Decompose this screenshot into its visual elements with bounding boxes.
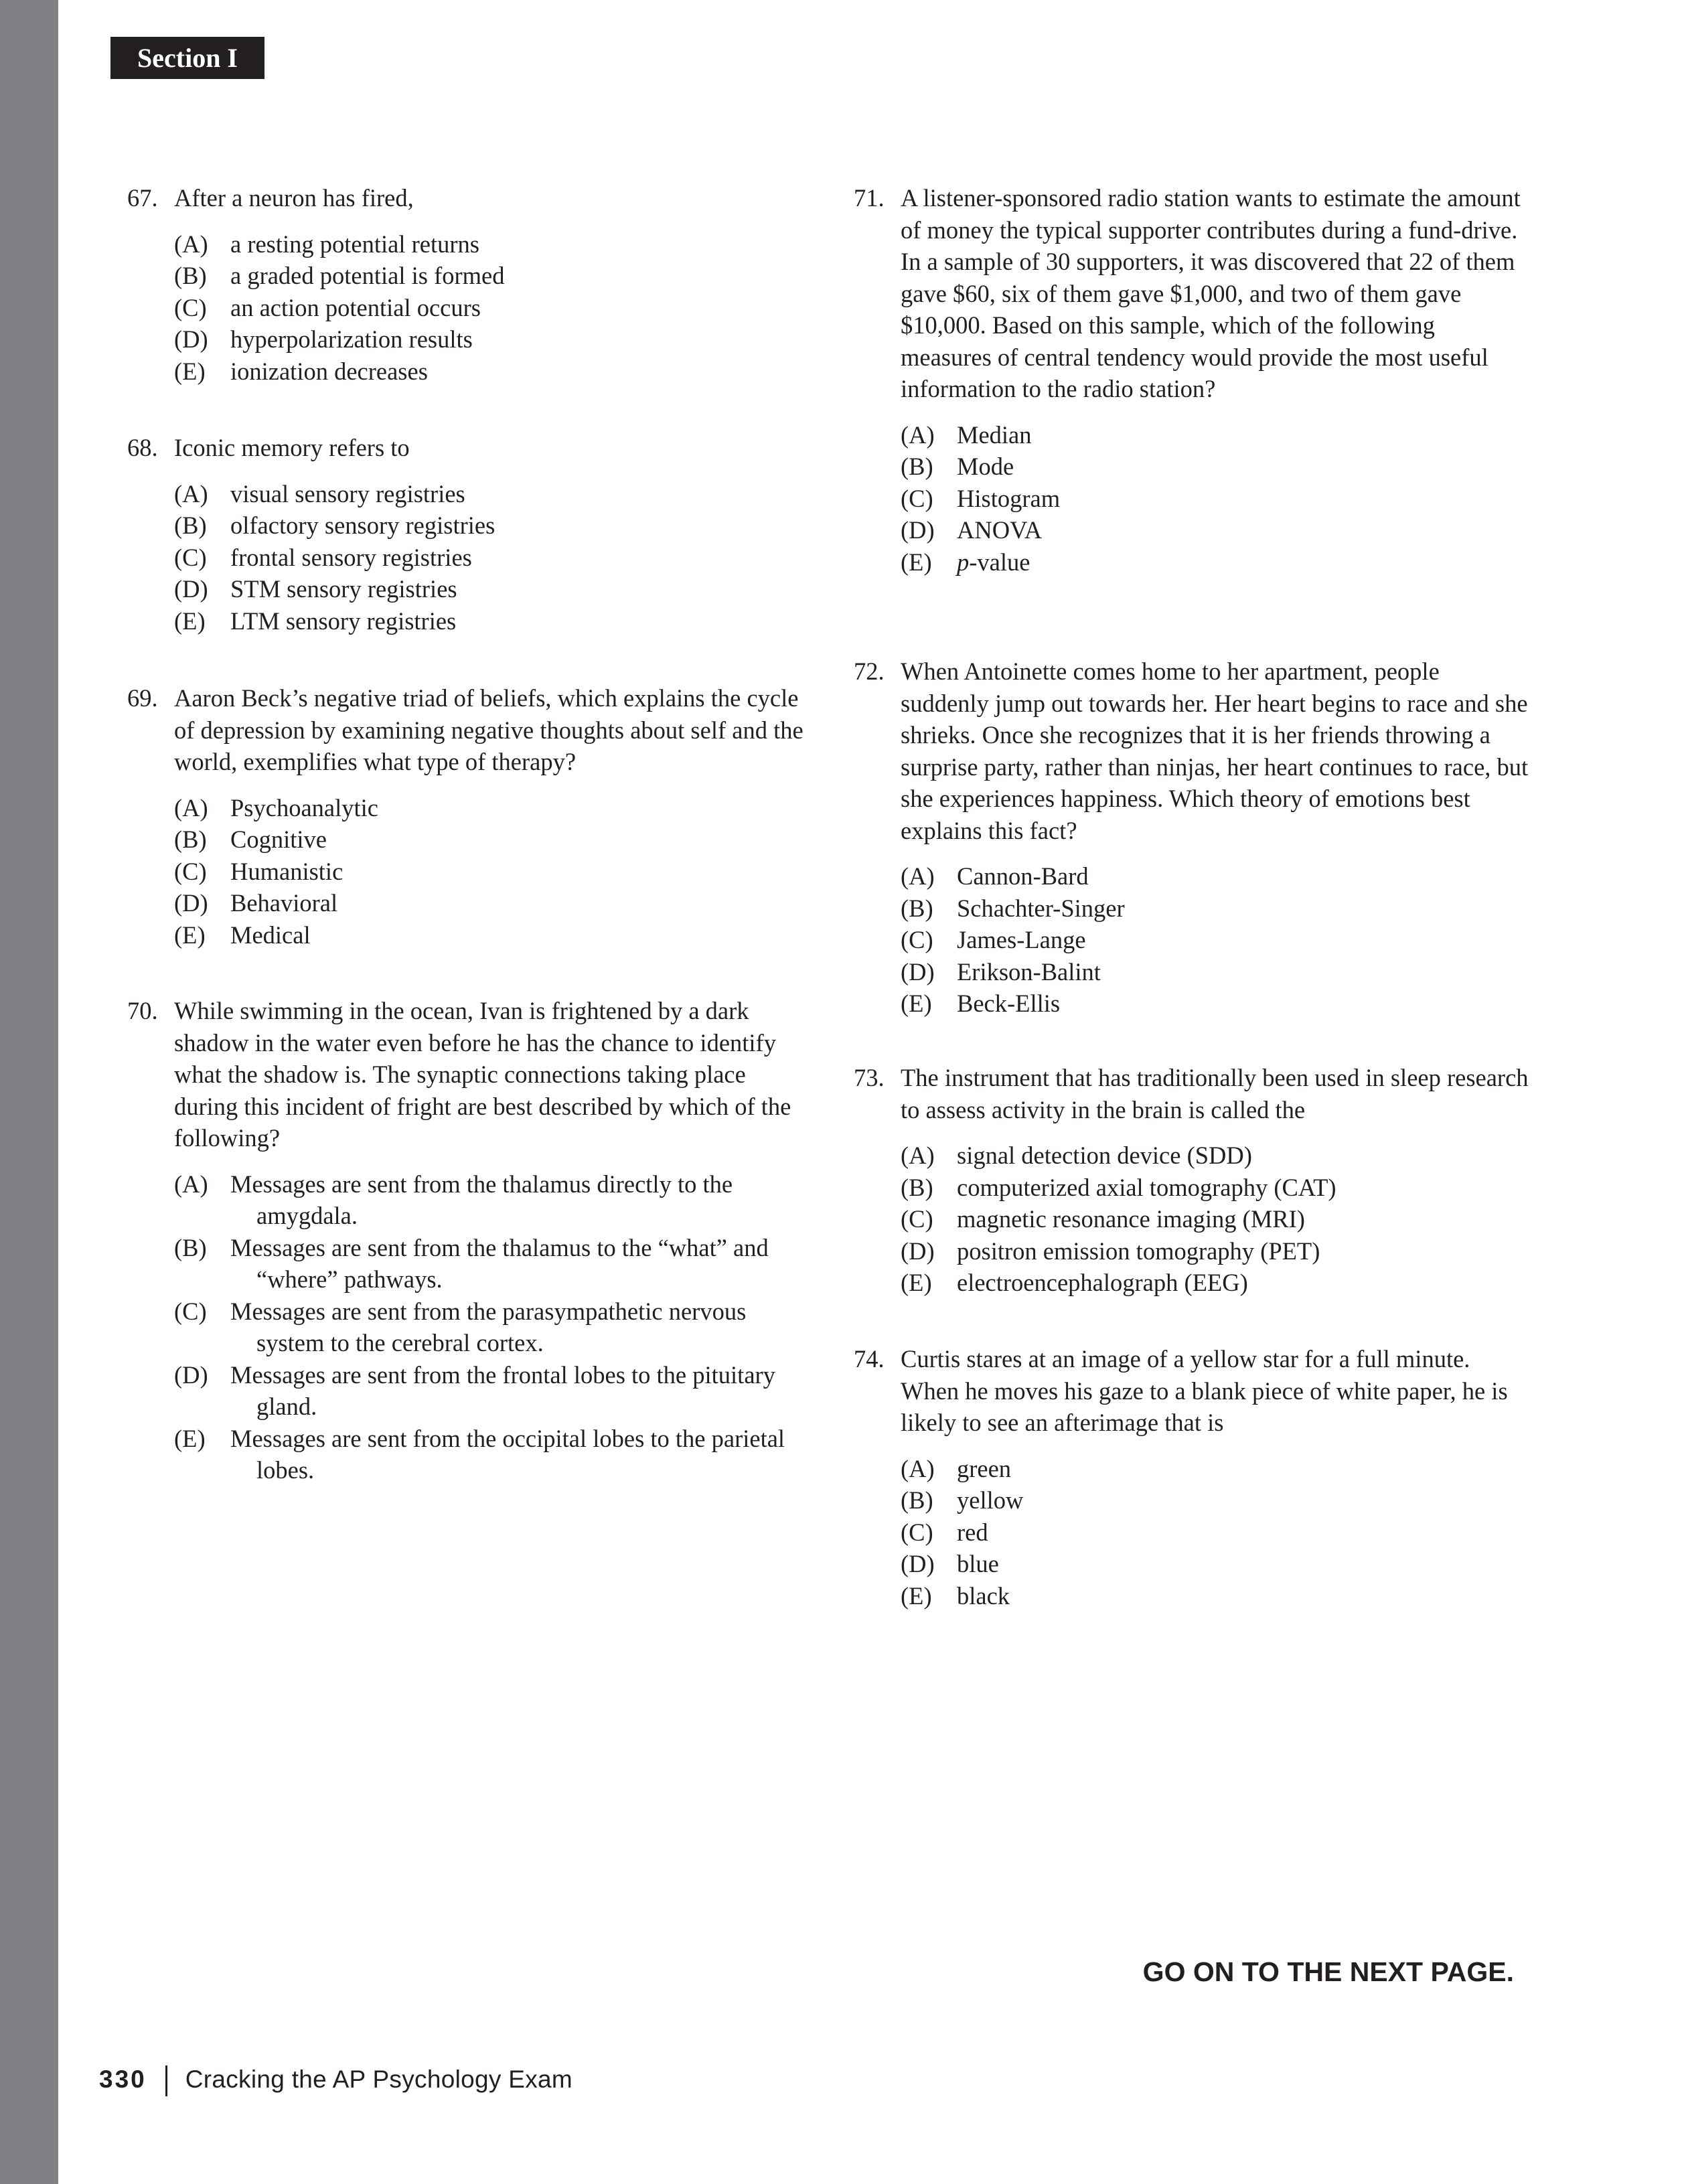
option-text: ANOVA bbox=[957, 516, 1043, 544]
answer-option bbox=[174, 573, 804, 605]
question-stem bbox=[854, 182, 1530, 405]
option-text: signal detection device (SDD) bbox=[957, 1142, 1252, 1169]
answer-option bbox=[174, 792, 804, 824]
option-letter: (C) bbox=[174, 1297, 207, 1325]
option-letter: (A) bbox=[901, 1142, 935, 1169]
option-letter: (A) bbox=[901, 420, 935, 449]
option-letter: (D) bbox=[174, 889, 208, 917]
option-text: Mode bbox=[957, 453, 1014, 480]
option-text: Messages are sent from the frontal lobes to the pituitary gland. bbox=[230, 1360, 775, 1420]
option-letter: (E) bbox=[901, 1269, 932, 1296]
option-text-italic: p bbox=[957, 548, 970, 576]
answer-option bbox=[901, 1140, 1530, 1172]
question-number: 74. bbox=[854, 1345, 885, 1373]
option-letter: (B) bbox=[174, 826, 207, 853]
answer-option bbox=[174, 919, 804, 951]
answer-option bbox=[174, 478, 804, 510]
option-text: computerized axial tomography (CAT) bbox=[957, 1173, 1336, 1201]
question-number: 68. bbox=[127, 434, 158, 461]
option-letter: (D) bbox=[901, 516, 935, 544]
option-text: yellow bbox=[957, 1486, 1024, 1514]
option-letter: (B) bbox=[901, 1173, 933, 1201]
option-letter: (C) bbox=[174, 857, 207, 885]
answer-option bbox=[174, 1423, 804, 1486]
answer-option bbox=[174, 856, 804, 888]
answer-options bbox=[854, 419, 1530, 578]
option-text: blue bbox=[957, 1550, 999, 1577]
option-text: frontal sensory registries bbox=[230, 543, 472, 571]
option-text: Cognitive bbox=[230, 826, 327, 853]
answer-option bbox=[901, 1580, 1530, 1612]
option-text: hyperpolarization results bbox=[230, 325, 473, 353]
option-letter: (C) bbox=[901, 926, 933, 953]
answer-option bbox=[174, 1296, 804, 1359]
question-74 bbox=[854, 1343, 1530, 1612]
answer-option bbox=[174, 292, 804, 324]
answer-option bbox=[901, 1548, 1530, 1580]
option-text: -value bbox=[969, 548, 1030, 576]
question-70 bbox=[127, 995, 804, 1486]
option-text: Behavioral bbox=[230, 889, 338, 917]
answer-option bbox=[901, 483, 1530, 515]
option-letter: (B) bbox=[174, 262, 207, 289]
question-text: Aaron Beck’s negative triad of beliefs, which explains the cycle of depression by examining negative thoughts about self and the world, exemplifies what type of therapy? bbox=[174, 684, 804, 775]
answer-options bbox=[127, 478, 804, 637]
page-number: 330 bbox=[99, 2065, 147, 2093]
option-text: James-Lange bbox=[957, 926, 1086, 953]
question-71 bbox=[854, 182, 1530, 578]
option-letter: (B) bbox=[901, 453, 933, 480]
answer-option bbox=[901, 1484, 1530, 1516]
option-letter: (E) bbox=[174, 1424, 206, 1452]
question-stem bbox=[127, 682, 804, 778]
question-text: A listener-sponsored radio station wants to estimate the amount of money the typical supporter contributes during a fund-drive. In a sample of 30 supporters, it was discovered that 22 of them gave $60, six of them gave $1,000, and two of them gave $10,000. Based on this sample, which of the following measures of central tendency would provide the most useful information to the radio station? bbox=[901, 184, 1521, 402]
question-number: 70. bbox=[127, 997, 158, 1024]
question-67 bbox=[127, 182, 804, 387]
question-stem bbox=[854, 655, 1530, 846]
answer-option bbox=[174, 260, 804, 292]
question-stem bbox=[127, 182, 804, 214]
answer-option bbox=[901, 1203, 1530, 1235]
answer-option bbox=[901, 1516, 1530, 1549]
book-title: Cracking the AP Psychology Exam bbox=[185, 2065, 573, 2093]
option-text: electroencephalograph (EEG) bbox=[957, 1269, 1248, 1296]
question-text: While swimming in the ocean, Ivan is frightened by a dark shadow in the water even before he has the chance to identify what the shadow is. The synaptic connections taking place during this incident of fright are best described by which of the following? bbox=[174, 997, 791, 1152]
option-letter: (A) bbox=[174, 1170, 208, 1198]
footer-divider bbox=[165, 2065, 167, 2096]
option-text: an action potential occurs bbox=[230, 293, 481, 321]
answer-option bbox=[901, 892, 1530, 925]
question-stem bbox=[854, 1343, 1530, 1439]
option-letter: (E) bbox=[901, 990, 932, 1017]
question-stem bbox=[854, 1062, 1530, 1125]
option-letter: (A) bbox=[174, 479, 208, 508]
option-letter: (C) bbox=[901, 1205, 933, 1233]
option-text: red bbox=[957, 1518, 988, 1546]
option-letter: (E) bbox=[901, 548, 932, 576]
option-text: Humanistic bbox=[230, 857, 343, 885]
answer-option bbox=[174, 542, 804, 574]
answer-options bbox=[854, 1453, 1530, 1612]
answer-options bbox=[127, 228, 804, 388]
option-letter: (A) bbox=[901, 1454, 935, 1482]
question-number: 71. bbox=[854, 184, 885, 212]
question-text: Curtis stares at an image of a yellow star for a full minute. When he moves his gaze to a blank piece of white paper, he is likely to see an afterimage that is bbox=[901, 1345, 1508, 1436]
question-72 bbox=[854, 655, 1530, 1020]
option-letter: (C) bbox=[174, 293, 207, 321]
option-text: Beck-Ellis bbox=[957, 990, 1061, 1017]
option-text: a graded potential is formed bbox=[230, 262, 505, 289]
option-text: green bbox=[957, 1454, 1012, 1482]
answer-option bbox=[174, 1232, 804, 1296]
option-text: Erikson-Balint bbox=[957, 957, 1101, 986]
answer-option bbox=[901, 1235, 1530, 1267]
option-letter: (A) bbox=[174, 793, 208, 822]
option-letter: (E) bbox=[174, 357, 206, 385]
option-text: ionization decreases bbox=[230, 357, 428, 385]
option-letter: (E) bbox=[174, 607, 206, 635]
question-text: When Antoinette comes home to her apartment, people suddenly jump out towards her. Her heart begins to race and she shrieks. Once she recognizes that it is her friends throwing a surprise party, rather than ninjas, her heart continues to race, but she experiences happiness. Which theory of emotions best explains this fact? bbox=[901, 657, 1529, 844]
option-text: Schachter-Singer bbox=[957, 894, 1125, 922]
option-text: magnetic resonance imaging (MRI) bbox=[957, 1205, 1305, 1233]
question-number: 72. bbox=[854, 657, 885, 685]
option-letter: (E) bbox=[174, 921, 206, 949]
answer-options bbox=[854, 1140, 1530, 1299]
option-letter: (C) bbox=[174, 543, 207, 571]
answer-option bbox=[901, 1267, 1530, 1299]
option-text: Medical bbox=[230, 921, 311, 949]
option-letter: (B) bbox=[901, 1486, 933, 1514]
option-text: LTM sensory registries bbox=[230, 607, 457, 635]
answer-option bbox=[901, 546, 1530, 578]
answer-option bbox=[901, 988, 1530, 1020]
option-text: visual sensory registries bbox=[230, 479, 465, 508]
option-text: Messages are sent from the thalamus to the “what” and “where” pathways. bbox=[230, 1233, 769, 1293]
option-letter: (E) bbox=[901, 1581, 932, 1610]
answer-option bbox=[174, 323, 804, 356]
option-letter: (C) bbox=[901, 1518, 933, 1546]
answer-options bbox=[854, 860, 1530, 1020]
option-letter: (B) bbox=[174, 1233, 207, 1261]
option-text: Messages are sent from the thalamus directly to the amygdala. bbox=[230, 1170, 733, 1229]
question-number: 69. bbox=[127, 684, 158, 712]
answer-option bbox=[901, 956, 1530, 988]
question-number: 73. bbox=[854, 1064, 885, 1091]
option-letter: (D) bbox=[174, 1360, 208, 1389]
answer-option bbox=[901, 451, 1530, 483]
answer-option bbox=[901, 860, 1530, 892]
answer-option bbox=[901, 419, 1530, 451]
question-stem bbox=[127, 432, 804, 464]
answer-option bbox=[901, 924, 1530, 956]
option-letter: (C) bbox=[901, 484, 933, 512]
option-text: Median bbox=[957, 420, 1032, 449]
answer-option bbox=[901, 514, 1530, 546]
answer-option bbox=[174, 356, 804, 388]
option-text: black bbox=[957, 1581, 1010, 1610]
answer-option bbox=[174, 605, 804, 637]
answer-option bbox=[174, 1359, 804, 1423]
option-letter: (B) bbox=[901, 894, 933, 922]
page-side-bar bbox=[0, 0, 58, 2184]
option-letter: (A) bbox=[174, 230, 208, 258]
answer-option bbox=[901, 1453, 1530, 1485]
option-text: Messages are sent from the occipital lobes to the parietal lobes. bbox=[230, 1424, 785, 1484]
option-text: a resting potential returns bbox=[230, 230, 479, 258]
go-on-next-page-notice: GO ON TO THE NEXT PAGE. bbox=[1142, 1956, 1514, 1987]
page-footer bbox=[99, 2065, 572, 2096]
option-letter: (D) bbox=[901, 1550, 935, 1577]
question-68 bbox=[127, 432, 804, 637]
option-text: Psychoanalytic bbox=[230, 793, 378, 822]
option-letter: (D) bbox=[174, 575, 208, 603]
question-69 bbox=[127, 682, 804, 951]
question-text: The instrument that has traditionally been used in sleep research to assess activity in the brain is called the bbox=[901, 1064, 1529, 1123]
question-text: After a neuron has fired, bbox=[174, 184, 414, 212]
option-letter: (D) bbox=[901, 1237, 935, 1265]
answer-option bbox=[174, 510, 804, 542]
answer-options bbox=[127, 1168, 804, 1486]
question-number: 67. bbox=[127, 184, 158, 212]
answer-option bbox=[174, 887, 804, 919]
option-text: Cannon-Bard bbox=[957, 862, 1089, 890]
option-text: positron emission tomography (PET) bbox=[957, 1237, 1320, 1265]
option-letter: (A) bbox=[901, 862, 935, 890]
answer-option bbox=[174, 824, 804, 856]
question-text: Iconic memory refers to bbox=[174, 434, 410, 461]
option-letter: (D) bbox=[901, 957, 935, 986]
question-73 bbox=[854, 1062, 1530, 1299]
option-text: Histogram bbox=[957, 484, 1061, 512]
answer-option bbox=[174, 1168, 804, 1232]
option-letter: (B) bbox=[174, 512, 207, 539]
option-letter: (D) bbox=[174, 325, 208, 353]
option-text: olfactory sensory registries bbox=[230, 512, 495, 539]
option-text: STM sensory registries bbox=[230, 575, 457, 603]
option-text: Messages are sent from the parasympathetic nervous system to the cerebral cortex. bbox=[230, 1297, 747, 1356]
answer-option bbox=[174, 228, 804, 260]
question-stem bbox=[127, 995, 804, 1154]
section-label: Section I bbox=[110, 37, 264, 79]
answer-options bbox=[127, 792, 804, 951]
answer-option bbox=[901, 1172, 1530, 1204]
